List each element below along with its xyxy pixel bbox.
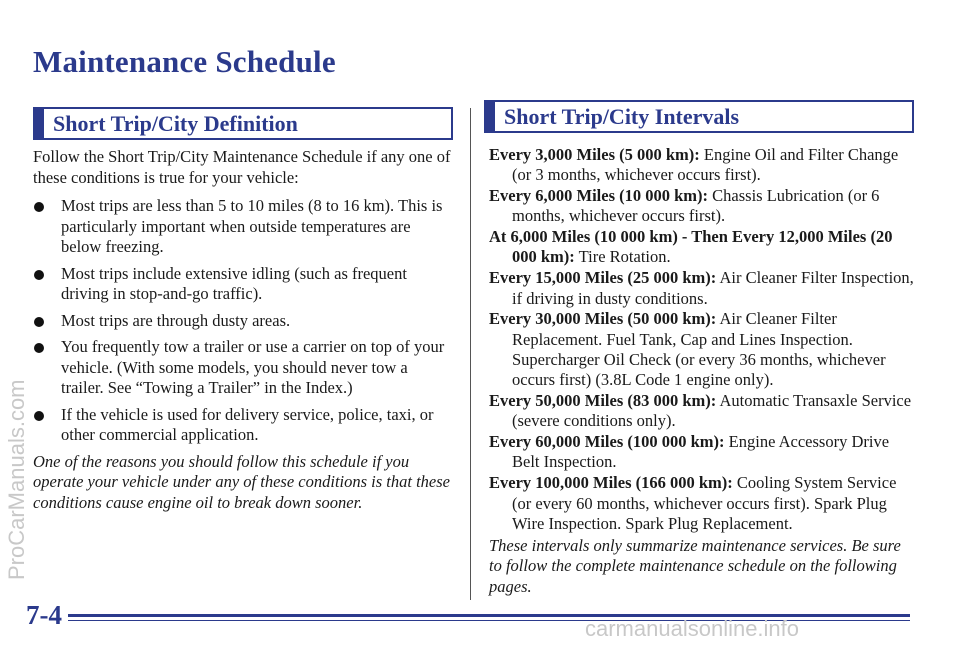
section-heading-intervals-label: Short Trip/City Intervals [504,104,740,129]
watermark-bottom: carmanualsonline.info [585,616,800,641]
interval-label: Every 6,000 Miles (10 000 km): [489,186,709,206]
interval-label: Every 30,000 Miles (50 000 km): [489,309,717,329]
watermark-left [0,140,34,580]
section-heading-definition [33,107,453,140]
condition-item [33,405,451,446]
interval-item [489,268,919,309]
bullet-icon [34,270,44,280]
bullet-icon [34,343,44,353]
interval-item [489,473,919,534]
condition-list [33,196,451,446]
watermark-left-text: ProCarManuals.com [4,379,29,580]
definition-column [33,147,451,513]
definition-note: One of the reasons you should follow this schedule if you operate your vehicle under any of these conditions is that these conditions cause engine oil to break down sooner. [33,451,450,512]
condition-item [33,311,451,332]
interval-text: Engine Oil and Filter Change (or 3 months, whichever occurs first). [512,145,899,185]
interval-label: At 6,000 Miles (10 000 km) - Then Every 12,000 Miles (20 000 km): [489,227,893,267]
interval-item [489,391,919,432]
section-heading-intervals [484,100,914,133]
heading-tab-accent [486,102,495,131]
interval-text: Cooling System Service (or every 60 months, whichever occurs first). Spark Plug Wire Inspection. Spark Plug Replacement. [512,473,897,533]
bullet-icon [34,411,44,421]
intervals-column [489,145,919,614]
interval-label: Every 15,000 Miles (25 000 km): [489,268,717,288]
interval-text: Chassis Lubrication (or 6 months, whichever occurs first). [512,186,880,226]
definition-intro: Follow the Short Trip/City Maintenance Schedule if any one of these conditions is true for your vehicle: [33,147,451,187]
condition-item [33,196,451,258]
interval-label: Every 3,000 Miles (5 000 km): [489,145,700,164]
condition-text: Most trips are less than 5 to 10 miles (8 to 16 km). This is particularly important when outside temperatures are below freezing. [61,196,443,256]
condition-item [33,264,451,305]
condition-item [33,337,451,399]
interval-label: Every 60,000 Miles (100 000 km): [489,432,725,452]
interval-item [489,227,919,268]
interval-item [489,186,919,227]
heading-tab-accent [35,109,44,138]
interval-text: Air Cleaner Filter Replacement. Fuel Tank, Cap and Lines Inspection. Supercharger Oil Check (or every 36 months, whichever occurs first) (3.8L Code 1 engine only). [512,309,886,390]
column-divider [470,108,471,600]
interval-text: Air Cleaner Filter Inspection, if driving in dusty conditions. [512,268,914,308]
interval-item [489,309,919,390]
section-heading-definition-label: Short Trip/City Definition [53,111,298,136]
page-title: Maintenance Schedule [33,44,336,79]
interval-item [489,432,919,473]
page-number: 7-4 [26,600,62,630]
interval-label: Every 50,000 Miles (83 000 km): [489,391,717,411]
interval-text: Engine Accessory Drive Belt Inspection. [512,432,890,472]
condition-text: Most trips are through dusty areas. [61,310,291,330]
condition-text: You frequently tow a trailer or use a carrier on top of your vehicle. (With some models, you should never tow a trailer. See “Towing a Trailer” in the Index.) [61,337,445,397]
interval-text: Tire Rotation. [574,247,671,267]
condition-text: If the vehicle is used for delivery service, police, taxi, or other commercial application. [61,404,434,444]
interval-label: Every 100,000 Miles (166 000 km): [489,473,733,493]
condition-text: Most trips include extensive idling (such as frequent driving in stop-and-go traffic). [61,263,407,303]
interval-item [489,145,919,186]
bullet-icon [34,202,44,212]
bullet-icon [34,317,44,327]
intervals-note: These intervals only summarize maintenance services. Be sure to follow the complete maintenance schedule on the following pages. [489,536,901,596]
interval-text: Automatic Transaxle Service (severe conditions only). [512,391,912,431]
